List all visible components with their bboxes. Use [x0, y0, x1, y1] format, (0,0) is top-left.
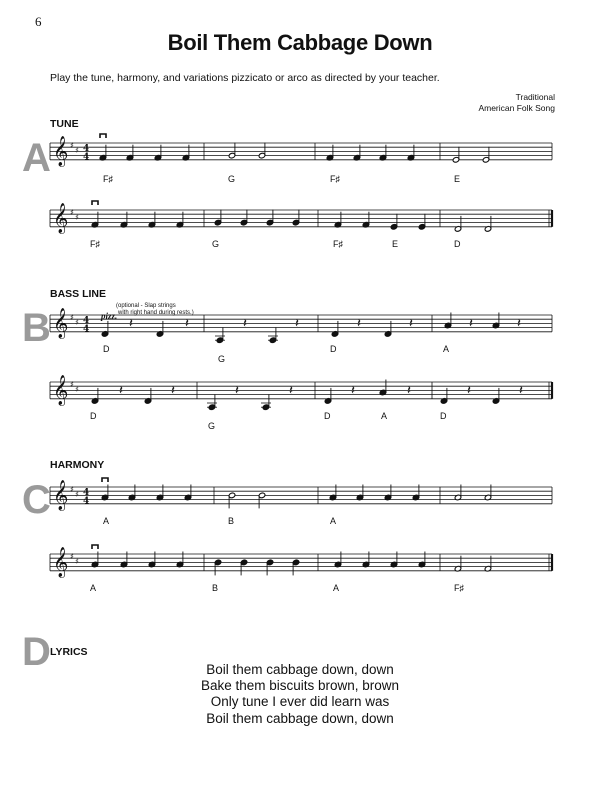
chord-a2-2: G [212, 239, 220, 249]
sharp-icon: ♯ [75, 318, 79, 327]
chord-b1-2: G [218, 354, 226, 364]
treble-clef-icon: 𝄞 [53, 136, 69, 167]
chord-b1-3: D [330, 344, 337, 354]
section-b-letter: B [22, 306, 51, 350]
quarter-rest-icon: 𝄽 [129, 316, 133, 332]
chord-c1-1: A [103, 516, 110, 526]
down-bow-icon [100, 134, 106, 138]
down-bow-icon [102, 478, 108, 482]
chord-a2-5: D [454, 239, 461, 249]
chord-b1-1: D [103, 344, 110, 354]
quarter-rest-icon: 𝄽 [469, 316, 473, 332]
treble-clef-icon: 𝄞 [53, 203, 69, 234]
time-signature-bottom: 4 [83, 496, 90, 507]
sharp-icon: ♯ [75, 213, 79, 222]
time-signature-top: 4 [83, 144, 90, 154]
treble-clef-icon: 𝄞 [53, 308, 69, 339]
chord-c2-1: A [90, 583, 97, 593]
sharp-icon: ♯ [75, 146, 79, 155]
chord-a1-2: G [228, 174, 236, 184]
time-signature-bottom: 4 [83, 324, 90, 335]
quarter-rest-icon: 𝄽 [519, 383, 523, 399]
chord-a1-3: F♯ [330, 174, 340, 184]
quarter-rest-icon: 𝄽 [409, 316, 413, 332]
quarter-rest-icon: 𝄽 [517, 316, 521, 332]
section-c-title: HARMONY [50, 459, 105, 471]
instructions: Play the tune, harmony, and variations pizzicato or arco as directed by your teacher. [50, 72, 440, 84]
page-number: 6 [35, 14, 42, 29]
section-b-title: BASS LINE [50, 288, 107, 300]
time-signature-top: 4 [83, 488, 90, 498]
quarter-rest-icon: 𝄽 [289, 383, 293, 399]
lyrics-line-2: Bake them biscuits brown, brown [200, 678, 400, 694]
section-d-title: LYRICS [50, 646, 88, 658]
chord-a1-4: E [454, 174, 461, 184]
treble-clef-icon: 𝄞 [53, 375, 69, 406]
lyrics-line-1: Boil them cabbage down, down [206, 662, 394, 677]
sharp-icon: ♯ [75, 490, 79, 499]
sharp-icon: ♯ [70, 141, 74, 150]
sharp-icon: ♯ [70, 380, 74, 389]
sharp-icon: ♯ [70, 208, 74, 217]
quarter-rest-icon: 𝄽 [243, 316, 247, 332]
slap-note-line-2: with right hand during rests.) [118, 310, 194, 317]
down-bow-icon [92, 201, 98, 205]
chord-c2-4: F♯ [454, 583, 464, 593]
section-a-letter: A [22, 136, 51, 180]
sharp-icon: ♯ [70, 485, 74, 494]
treble-clef-icon: 𝄞 [53, 480, 69, 511]
chord-b2-1: D [90, 411, 97, 421]
chord-c2-3: A [333, 583, 340, 593]
pizz-marking: pizz. [101, 311, 118, 321]
chord-a2-4: E [392, 239, 399, 249]
chord-a1-1: F♯ [103, 174, 113, 184]
chord-c1-2: B [228, 516, 235, 526]
sharp-icon: ♯ [75, 385, 79, 394]
credit-line-2: American Folk Song [478, 103, 555, 114]
chord-c1-3: A [330, 516, 337, 526]
quarter-rest-icon: 𝄽 [185, 316, 189, 332]
quarter-rest-icon: 𝄽 [295, 316, 299, 332]
sharp-icon: ♯ [75, 557, 79, 566]
section-d-letter: D [22, 630, 51, 674]
time-signature-bottom: 4 [83, 152, 90, 163]
quarter-rest-icon: 𝄽 [351, 383, 355, 399]
quarter-rest-icon: 𝄽 [171, 383, 175, 399]
quarter-rest-icon: 𝄽 [235, 383, 239, 399]
lyrics-line-4: Boil them cabbage down, down [206, 710, 394, 726]
song-title: Boil Them Cabbage Down [167, 30, 433, 55]
treble-clef-icon: 𝄞 [53, 547, 69, 578]
lyrics-line-3: Only tune I ever did learn was [210, 694, 390, 710]
time-signature-top: 4 [83, 316, 90, 326]
quarter-rest-icon: 𝄽 [467, 383, 471, 399]
slap-note-line-1: (optional - Slap strings [116, 303, 176, 309]
credit-line-1: Traditional [515, 92, 555, 102]
section-c-letter: C [22, 478, 51, 522]
chord-b1-4: A [443, 344, 450, 354]
sharp-icon: ♯ [70, 552, 74, 561]
quarter-rest-icon: 𝄽 [357, 316, 361, 332]
chord-b2-5: D [440, 411, 447, 421]
quarter-rest-icon: 𝄽 [407, 383, 411, 399]
chord-a2-3: F♯ [333, 239, 343, 249]
chord-b2-2: G [208, 421, 216, 431]
quarter-rest-icon: 𝄽 [119, 383, 123, 399]
section-a-title: TUNE [50, 118, 79, 130]
down-bow-icon [92, 545, 98, 549]
chord-b2-3: D [324, 411, 331, 421]
chord-b2-4: A [381, 411, 388, 421]
chord-a2-1: F♯ [90, 239, 100, 249]
sharp-icon: ♯ [70, 313, 74, 322]
chord-c2-2: B [212, 583, 219, 593]
